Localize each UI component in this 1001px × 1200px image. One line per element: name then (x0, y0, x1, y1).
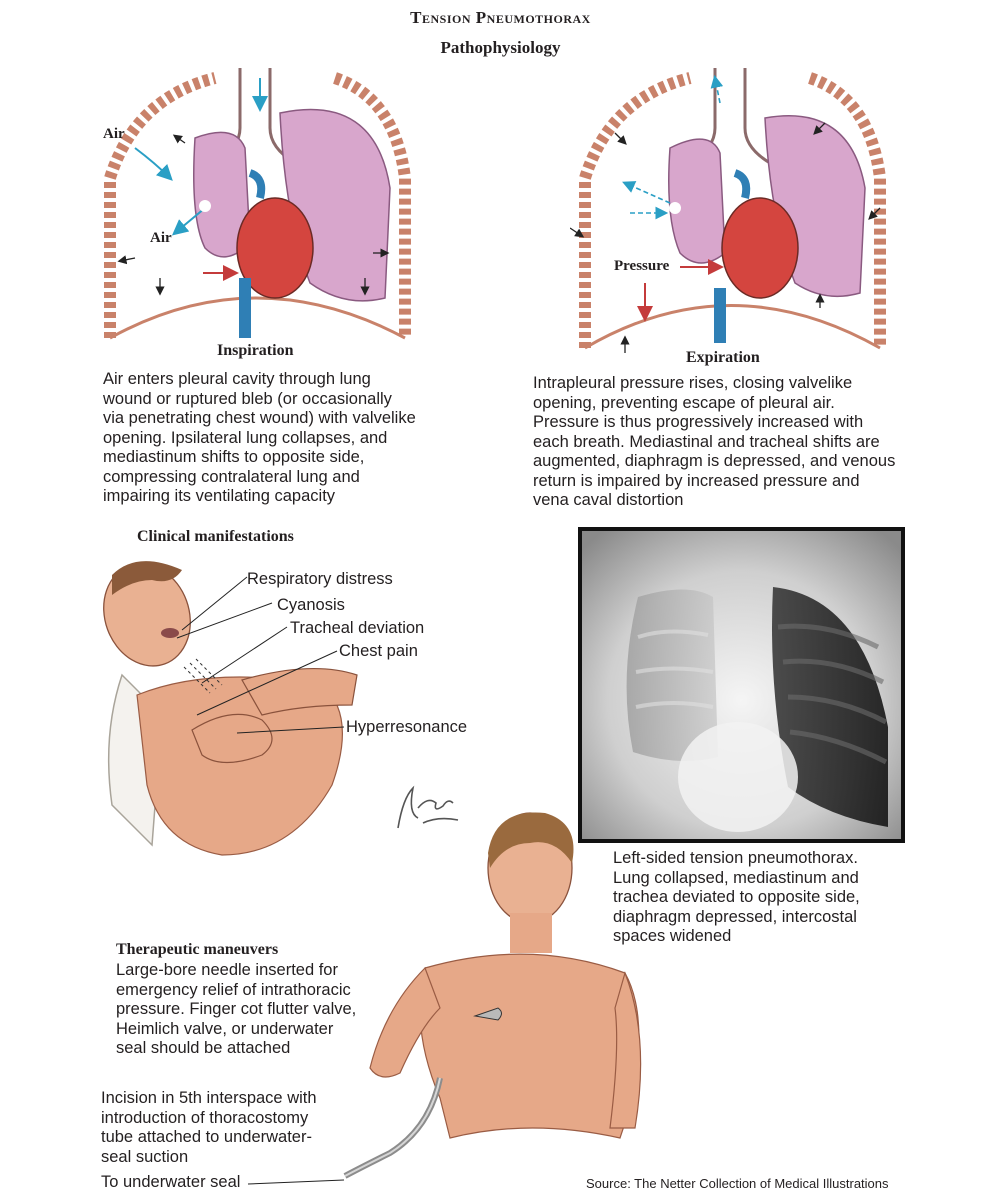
therapeutic-heading: Therapeutic maneuvers (116, 941, 279, 958)
therapeutic-description: Large-bore needle inserted for emergency relief of intrathoracic pressure. Finger cot flutter valve, Heimlich valve, or underwater seal should be attached (116, 961, 357, 1057)
callout-cyanosis: Cyanosis (277, 596, 345, 614)
callout-chest-pain: Chest pain (339, 642, 418, 660)
air-label-inner: Air (150, 230, 172, 246)
expiration-label: Expiration (686, 349, 760, 366)
callout-respiratory-distress: Respiratory distress (247, 570, 393, 588)
seal-callout-line (246, 1176, 346, 1190)
chest-xray-image (578, 527, 905, 843)
callout-tracheal-deviation: Tracheal deviation (290, 619, 425, 637)
inspiration-description: Air enters pleural cavity through lung wound or ruptured bleb (or occasionally via penetrating chest wound) with valvelike opening. Ipsilateral lung collapses, and mediastinum shifts to opposite side, compressing contralateral lung and impairing its ventilating capacity (103, 370, 416, 505)
air-label-outer: Air (103, 126, 125, 142)
inspiration-label: Inspiration (217, 342, 294, 359)
thoracostomy-description: Incision in 5th interspace with introduction of thoracostomy tube attached to underwater- seal suction (101, 1089, 317, 1166)
inspiration-diagram (95, 68, 425, 358)
clinical-heading: Clinical manifestations (137, 528, 294, 545)
underwater-seal-label: To underwater seal (101, 1173, 241, 1191)
pressure-label: Pressure (614, 258, 670, 274)
xray-caption: Left-sided tension pneumothorax. Lung collapsed, mediastinum and trachea deviated to opposite side, diaphragm depressed, intercostal spaces widened (613, 849, 860, 945)
page-title: Tension Pneumothorax (410, 8, 591, 27)
expiration-diagram (570, 68, 900, 368)
callout-hyperresonance: Hyperresonance (346, 718, 468, 736)
page-subtitle: Pathophysiology (440, 38, 561, 57)
source-credit: Source: The Netter Collection of Medical Illustrations (586, 1176, 889, 1191)
expiration-description: Intrapleural pressure rises, closing valvelike opening, preventing escape of pleural air. Pressure is thus progressively increased with each breath. Mediastinal and tracheal shifts are augmented, diaphragm is depressed, and venous return is impaired by increased pressure and vena caval distortion (533, 374, 896, 509)
